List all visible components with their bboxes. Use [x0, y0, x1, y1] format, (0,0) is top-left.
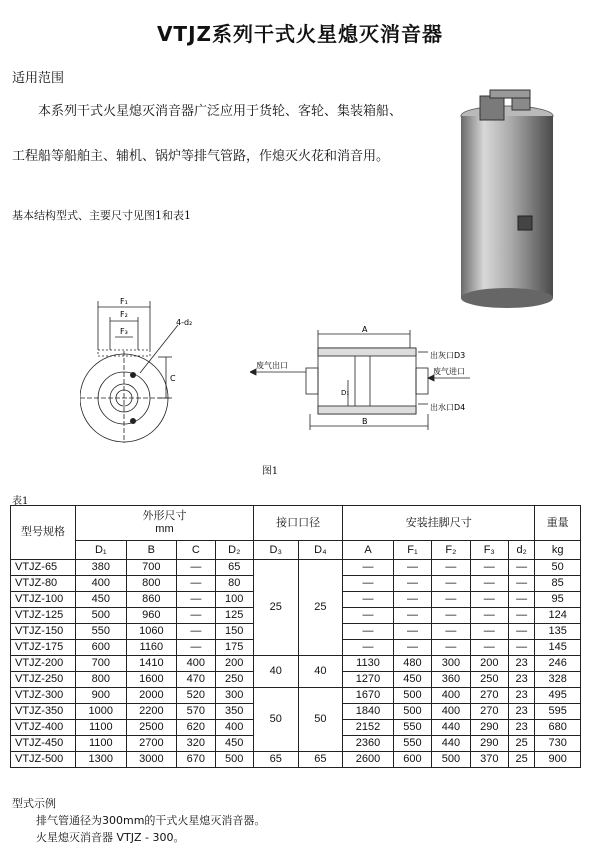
cell-b: 960 — [126, 608, 177, 624]
cell-d3: 65 — [253, 752, 298, 768]
col-b: B — [126, 541, 177, 560]
cell-c: 520 — [177, 688, 215, 704]
col-weight-unit: kg — [535, 541, 581, 560]
cell-b: 800 — [126, 576, 177, 592]
col-dd2: d₂ — [509, 541, 535, 560]
cell-a: — — [343, 640, 394, 656]
cell-f3: 270 — [470, 704, 508, 720]
table-label: 表1 — [12, 496, 29, 507]
cell-model: VTJZ-250 — [11, 672, 76, 688]
figure-caption: 图1 — [261, 466, 279, 477]
cell-c: — — [177, 640, 215, 656]
cell-f2: 300 — [432, 656, 470, 672]
cell-a: 2152 — [343, 720, 394, 736]
cell-d3: 50 — [253, 688, 298, 752]
cell-a: 1270 — [343, 672, 394, 688]
cell-f3: 270 — [470, 688, 508, 704]
cell-dd2: 23 — [509, 688, 535, 704]
cell-d2: 300 — [215, 688, 253, 704]
header-mount-dim: 安装挂脚尺寸 — [343, 506, 535, 541]
spec-table — [10, 505, 581, 768]
cell-d2: 175 — [215, 640, 253, 656]
cell-f1: 500 — [393, 688, 431, 704]
cell-dd2: — — [509, 576, 535, 592]
cell-f1: — — [393, 592, 431, 608]
cell-model: VTJZ-175 — [11, 640, 76, 656]
cell-c: — — [177, 592, 215, 608]
table-row — [11, 656, 581, 672]
cell-d1: 1100 — [76, 720, 127, 736]
label-f1: F₁ — [120, 297, 128, 306]
col-a: A — [343, 541, 394, 560]
cell-f3: 370 — [470, 752, 508, 768]
cell-weight: 95 — [535, 592, 581, 608]
cell-d3: 25 — [253, 560, 298, 656]
cell-f1: — — [393, 608, 431, 624]
basic-structure-note: 基本结构型式、主要尺寸见图1和表1 — [12, 209, 191, 222]
col-d3: D₃ — [253, 541, 298, 560]
cell-d1: 400 — [76, 576, 127, 592]
cell-a: 2360 — [343, 736, 394, 752]
col-d2: D₂ — [215, 541, 253, 560]
cell-model: VTJZ-65 — [11, 560, 76, 576]
cell-weight: 135 — [535, 624, 581, 640]
cell-model: VTJZ-150 — [11, 624, 76, 640]
cell-a: — — [343, 608, 394, 624]
cell-c: 320 — [177, 736, 215, 752]
cell-d2: 450 — [215, 736, 253, 752]
cell-f3: 250 — [470, 672, 508, 688]
cell-weight: 900 — [535, 752, 581, 768]
cell-weight: 145 — [535, 640, 581, 656]
cell-b: 1060 — [126, 624, 177, 640]
example-line-2: 火星熄灭消音器 VTJZ - 300。 — [36, 831, 185, 844]
cell-f1: — — [393, 624, 431, 640]
cell-f2: — — [432, 608, 470, 624]
cell-f2: 400 — [432, 688, 470, 704]
cell-d1: 1300 — [76, 752, 127, 768]
cell-d2: 80 — [215, 576, 253, 592]
cell-f1: 450 — [393, 672, 431, 688]
cell-d4: 50 — [298, 688, 343, 752]
cell-a: 1840 — [343, 704, 394, 720]
cell-a: 1670 — [343, 688, 394, 704]
cell-f1: 550 — [393, 720, 431, 736]
cell-dd2: — — [509, 592, 535, 608]
col-d4: D₄ — [298, 541, 343, 560]
cell-model: VTJZ-200 — [11, 656, 76, 672]
cell-d1: 600 — [76, 640, 127, 656]
cell-dd2: 23 — [509, 720, 535, 736]
cell-weight: 246 — [535, 656, 581, 672]
cell-model: VTJZ-350 — [11, 704, 76, 720]
cell-d1: 900 — [76, 688, 127, 704]
cell-dd2: 23 — [509, 704, 535, 720]
cell-f2: — — [432, 640, 470, 656]
cell-f2: 400 — [432, 704, 470, 720]
cell-weight: 50 — [535, 560, 581, 576]
cell-f2: 440 — [432, 720, 470, 736]
cell-f3: — — [470, 592, 508, 608]
header-weight: 重量 — [535, 506, 581, 541]
cell-f2: 440 — [432, 736, 470, 752]
cell-c: — — [177, 624, 215, 640]
col-f2: F₂ — [432, 541, 470, 560]
cell-dd2: 23 — [509, 672, 535, 688]
cell-weight: 680 — [535, 720, 581, 736]
cell-d2: 350 — [215, 704, 253, 720]
cell-model: VTJZ-400 — [11, 720, 76, 736]
col-f3: F₃ — [470, 541, 508, 560]
cell-model: VTJZ-450 — [11, 736, 76, 752]
cell-c: 400 — [177, 656, 215, 672]
col-d1: D₁ — [76, 541, 127, 560]
cell-d2: 400 — [215, 720, 253, 736]
label-ash-outlet: 出灰口D3 — [430, 351, 466, 360]
cell-d1: 700 — [76, 656, 127, 672]
cell-d4: 40 — [298, 656, 343, 688]
cell-f3: — — [470, 560, 508, 576]
cell-a: — — [343, 560, 394, 576]
scope-text-line-2: 工程船等船舶主、辅机、锅炉等排气管路，作熄灭火花和消音用。 — [12, 149, 390, 164]
cell-a: 2600 — [343, 752, 394, 768]
label-b: B — [362, 417, 368, 426]
cell-d1: 800 — [76, 672, 127, 688]
cell-weight: 730 — [535, 736, 581, 752]
cell-weight: 495 — [535, 688, 581, 704]
label-gas-outlet: 废气出口 — [256, 361, 288, 370]
cell-f3: 290 — [470, 736, 508, 752]
col-c: C — [177, 541, 215, 560]
header-model: 型号规格 — [11, 506, 76, 560]
cell-weight: 124 — [535, 608, 581, 624]
product-photo — [450, 88, 570, 310]
table-row — [11, 688, 581, 704]
label-c: C — [170, 374, 176, 383]
cell-dd2: — — [509, 608, 535, 624]
cell-f3: 290 — [470, 720, 508, 736]
cell-d2: 150 — [215, 624, 253, 640]
cell-b: 2700 — [126, 736, 177, 752]
cell-a: — — [343, 576, 394, 592]
cell-f2: 500 — [432, 752, 470, 768]
cell-d2: 100 — [215, 592, 253, 608]
cell-model: VTJZ-300 — [11, 688, 76, 704]
cell-c: 620 — [177, 720, 215, 736]
cell-d1: 550 — [76, 624, 127, 640]
cell-b: 2200 — [126, 704, 177, 720]
label-f2: F₂ — [120, 310, 128, 319]
cell-c: 570 — [177, 704, 215, 720]
cell-d2: 125 — [215, 608, 253, 624]
cell-d4: 25 — [298, 560, 343, 656]
label-d1: D₁ — [341, 389, 350, 397]
cell-f2: 360 — [432, 672, 470, 688]
label-f3: F₃ — [120, 327, 128, 336]
cell-f1: 480 — [393, 656, 431, 672]
cell-b: 1600 — [126, 672, 177, 688]
cell-d4: 65 — [298, 752, 343, 768]
cell-d1: 1100 — [76, 736, 127, 752]
cell-f2: — — [432, 592, 470, 608]
cell-a: — — [343, 592, 394, 608]
cell-d3: 40 — [253, 656, 298, 688]
cell-d1: 450 — [76, 592, 127, 608]
cell-f2: — — [432, 624, 470, 640]
cell-b: 2500 — [126, 720, 177, 736]
cell-f3: — — [470, 576, 508, 592]
cell-d1: 380 — [76, 560, 127, 576]
label-water-outlet: 出水口D4 — [430, 403, 466, 412]
cell-f3: — — [470, 608, 508, 624]
end-view-drawing — [80, 295, 220, 445]
cell-c: 670 — [177, 752, 215, 768]
cell-f3: — — [470, 640, 508, 656]
cell-b: 2000 — [126, 688, 177, 704]
cell-f1: — — [393, 640, 431, 656]
cell-f3: 200 — [470, 656, 508, 672]
cell-f2: — — [432, 576, 470, 592]
cell-model: VTJZ-500 — [11, 752, 76, 768]
page-title: VTJZ系列干式火星熄灭消音器 — [156, 22, 444, 46]
cell-c: 470 — [177, 672, 215, 688]
cell-weight: 595 — [535, 704, 581, 720]
cell-f1: 500 — [393, 704, 431, 720]
cell-model: VTJZ-80 — [11, 576, 76, 592]
example-line-1: 排气管通径为300mm的干式火星熄灭消音器。 — [36, 814, 266, 827]
cell-f1: 600 — [393, 752, 431, 768]
scope-heading: 适用范围 — [12, 71, 65, 86]
cell-dd2: — — [509, 560, 535, 576]
label-d2: 4-d₂ — [176, 318, 193, 327]
cell-d1: 1000 — [76, 704, 127, 720]
cell-weight: 85 — [535, 576, 581, 592]
header-port-dim: 接口口径 — [253, 506, 342, 541]
cell-c: — — [177, 560, 215, 576]
label-a: A — [362, 325, 368, 334]
cell-dd2: — — [509, 624, 535, 640]
col-f1: F₁ — [393, 541, 431, 560]
cell-d2: 500 — [215, 752, 253, 768]
scope-text-line-1: 本系列干式火星熄灭消音器广泛应用于货轮、客轮、集装箱船、 — [38, 104, 403, 119]
cell-d1: 500 — [76, 608, 127, 624]
cell-b: 860 — [126, 592, 177, 608]
label-gas-inlet: 废气进口 — [433, 367, 465, 376]
cell-f3: — — [470, 624, 508, 640]
cell-dd2: 23 — [509, 656, 535, 672]
cell-c: — — [177, 576, 215, 592]
cell-b: 1160 — [126, 640, 177, 656]
cell-d2: 250 — [215, 672, 253, 688]
table-row — [11, 560, 581, 576]
cell-model: VTJZ-125 — [11, 608, 76, 624]
cell-a: 1130 — [343, 656, 394, 672]
cell-b: 1410 — [126, 656, 177, 672]
cell-f1: — — [393, 576, 431, 592]
cell-f1: 550 — [393, 736, 431, 752]
cell-b: 700 — [126, 560, 177, 576]
cell-model: VTJZ-100 — [11, 592, 76, 608]
header-outer-dim: 外形尺寸 mm — [76, 506, 254, 541]
cell-dd2: — — [509, 640, 535, 656]
cell-dd2: 25 — [509, 736, 535, 752]
cell-b: 3000 — [126, 752, 177, 768]
example-heading: 型式示例 — [12, 797, 56, 810]
cell-d2: 65 — [215, 560, 253, 576]
cell-dd2: 25 — [509, 752, 535, 768]
side-view-drawing — [250, 320, 480, 440]
table-row — [11, 752, 581, 768]
cell-d2: 200 — [215, 656, 253, 672]
cell-f2: — — [432, 560, 470, 576]
cell-weight: 328 — [535, 672, 581, 688]
cell-a: — — [343, 624, 394, 640]
cell-f1: — — [393, 560, 431, 576]
cell-c: — — [177, 608, 215, 624]
